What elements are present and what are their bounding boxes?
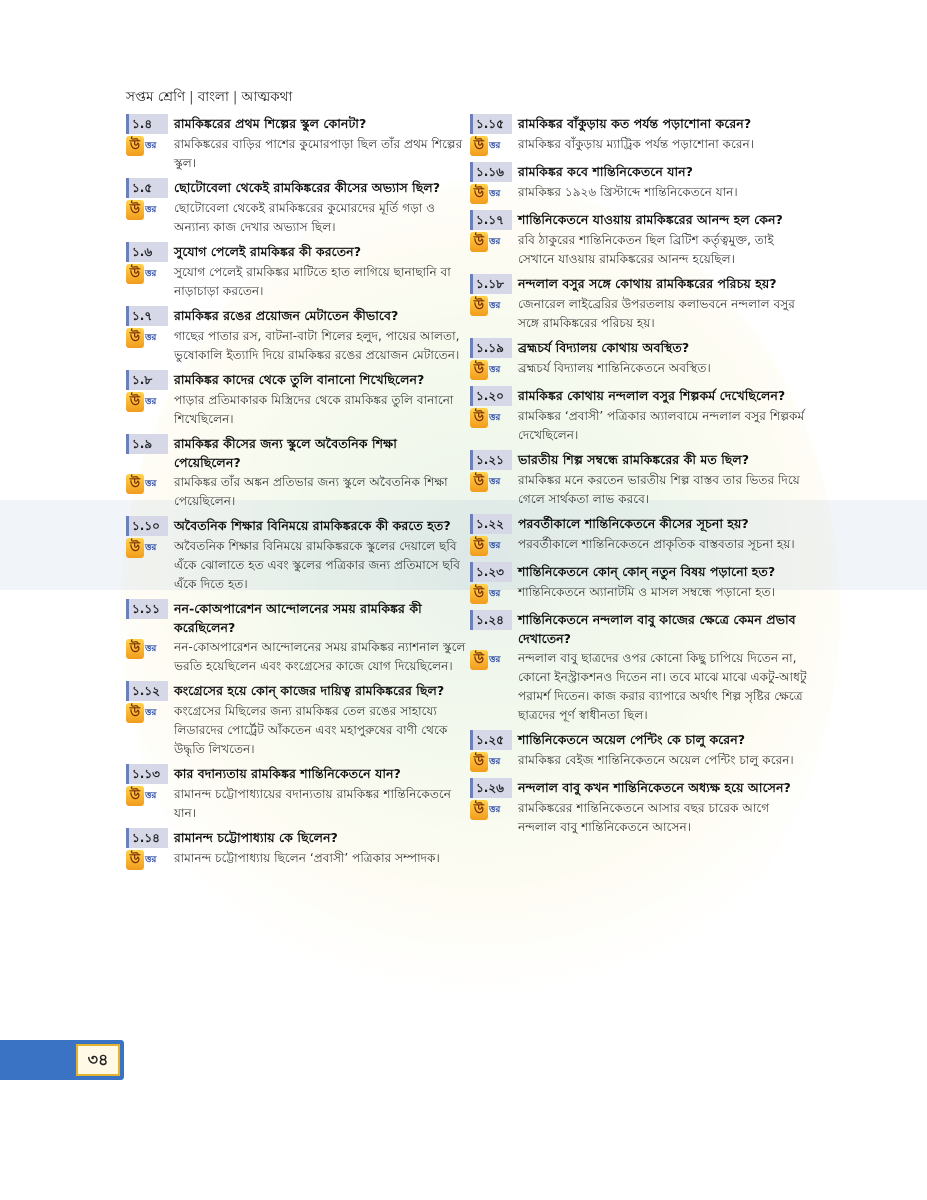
answer-icon-label: ত্তর	[145, 397, 157, 407]
answer-icon-label: ত্তর	[489, 655, 501, 665]
answer-text: নন-কোঅপারেশন আন্দোলনের সময় রামকিঙ্কর ন্যাশনাল স্কুলে ভরতি হয়েছিলেন এবং কংগ্রেসের কাজে যোগ দিয়েছিলেন।	[174, 640, 466, 673]
answer-text: কংগ্রেসের মিছিলের জন্য রামকিঙ্কর তেল রঙের সাহায্যে লিডারদের পোর্ট্রেট আঁকতেন এবং মহাপুরুষের বাণী থেকে উদ্ধৃতি লিখতেন।	[174, 704, 448, 756]
answer-icon-label: ত্তর	[145, 479, 157, 489]
answer-icon-label: ত্তর	[145, 205, 157, 215]
question	[126, 306, 466, 326]
answer	[126, 537, 466, 594]
answer-text: রামকিঙ্কর মনে করতেন ভারতীয় শিল্প বাস্তব তার ভিতর দিয়ে গেলে সার্থকতা লাভ করবে।	[518, 473, 800, 506]
question	[126, 764, 466, 784]
answer-text: পরবর্তীকালে শান্তিনিকেতনে প্রাকৃতিক বাস্তবতার সূচনা হয়।	[518, 537, 795, 551]
page-number-tab	[0, 1040, 124, 1080]
question-text: রামানন্দ চট্টোপাধ্যায় কে ছিলেন?	[174, 830, 338, 845]
question-number: ১.১৫	[470, 114, 512, 134]
answer-icon-letter: উ	[470, 536, 488, 556]
answer-icon-label: ত্তর	[489, 189, 501, 199]
qa-item	[470, 162, 810, 205]
qa-item	[470, 562, 810, 605]
question-text: নন-কোঅপারেশন আন্দোলনের সময় রামকিঙ্কর কী করেছিলেন?	[174, 601, 422, 635]
answer-icon	[470, 583, 512, 605]
question-number: ১.১৭	[470, 210, 512, 230]
answer	[470, 649, 810, 725]
answer-icon-label: ত্তর	[145, 269, 157, 279]
question-text: ছোটোবেলা থেকেই রামকিঙ্করের কীসের অভ্যাস ছিল?	[174, 180, 441, 195]
question-text: অবৈতনিক শিক্ষার বিনিময়ে রামকিঙ্করকে কী করতে হত?	[174, 518, 451, 533]
question	[470, 210, 810, 230]
question-number: ১.২০	[470, 386, 512, 406]
qa-item	[470, 274, 810, 333]
question	[126, 242, 466, 262]
answer-text: রামকিঙ্কর ‘প্রবাসী’ পত্রিকার অ্যালবামে নন্দলাল বসুর শিল্পকর্ম দেখেছিলেন।	[518, 409, 805, 442]
qa-item	[126, 114, 466, 173]
question-number: ১.১৬	[470, 162, 512, 182]
question	[470, 338, 810, 358]
answer-text: রামকিঙ্করের বাড়ির পাশের কুমোরপাড়া ছিল তাঁর প্রথম শিল্পের স্কুল।	[174, 137, 463, 170]
question-text: শান্তিনিকেতনে কোন্ কোন্ নতুন বিষয় পড়ানো হত?	[518, 564, 776, 579]
question-text: ভারতীয় শিল্প সম্বন্ধে রামকিঙ্করের কী মত ছিল?	[518, 452, 750, 467]
answer	[470, 183, 810, 205]
qa-item	[126, 434, 466, 511]
answer-icon-letter: উ	[126, 200, 144, 220]
answer-text: ব্রহ্মচর্য বিদ্যালয় শান্তিনিকেতনে অবস্থিত।	[518, 361, 711, 375]
answer-icon-letter: উ	[470, 184, 488, 204]
question-number: ১.৮	[126, 370, 168, 390]
answer-icon	[470, 183, 512, 205]
answer-icon	[470, 751, 512, 773]
question-number: ১.২৫	[470, 730, 512, 750]
answer	[470, 231, 810, 269]
question-number: ১.৯	[126, 434, 168, 454]
question	[126, 681, 466, 701]
question	[126, 178, 466, 198]
answer-text: রামকিঙ্কর বাঁকুড়ায় ম্যাট্রিক পর্যন্ত পড়াশোনা করেন।	[518, 137, 755, 151]
answer	[126, 785, 466, 823]
answer-text: জেনারেল লাইব্রেরির উপরতলায় কলাভবনে নন্দলাল বসুর সঙ্গে রামকিঙ্করের পরিচয় হয়।	[518, 297, 795, 330]
qa-item	[470, 386, 810, 445]
question	[470, 514, 810, 534]
qa-item	[126, 764, 466, 823]
answer	[126, 638, 466, 676]
answer-icon	[126, 391, 168, 413]
question-text: রামকিঙ্করের প্রথম শিল্পের স্কুল কোনটা?	[174, 116, 367, 131]
qa-item	[126, 242, 466, 301]
question-text: পরবর্তীকালে শান্তিনিকেতনে কীসের সূচনা হয়?	[518, 516, 749, 531]
answer-icon-letter: উ	[470, 752, 488, 772]
answer-icon-label: ত্তর	[145, 644, 157, 654]
answer-icon-letter: উ	[126, 786, 144, 806]
answer-text: রামকিঙ্কর তাঁর অঙ্কন প্রতিভার জন্য স্কুলে অবৈতনিক শিক্ষা পেয়েছিলেন।	[174, 475, 448, 508]
answer-icon-letter: উ	[126, 264, 144, 284]
question-text: ব্রহ্মচর্য বিদ্যালয় কোথায় অবস্থিত?	[518, 340, 690, 355]
answer-icon-label: ত্তর	[145, 333, 157, 343]
qa-item	[126, 306, 466, 365]
answer-icon	[126, 473, 168, 495]
answer-icon-label: ত্তর	[489, 589, 501, 599]
answer	[470, 751, 810, 773]
answer	[126, 199, 466, 237]
question	[470, 274, 810, 294]
question	[126, 434, 466, 472]
answer-icon	[126, 263, 168, 285]
answer-icon-label: ত্তর	[145, 855, 157, 865]
question-number: ১.৫	[126, 178, 168, 198]
question	[470, 730, 810, 750]
question	[470, 162, 810, 182]
question-text: রামকিঙ্কর কোথায় নন্দলাল বসুর শিল্পকর্ম দেখেছিলেন?	[518, 388, 786, 403]
qa-item	[126, 516, 466, 594]
answer-text: রামকিঙ্কর ১৯২৬ খ্রিস্টাব্দে শান্তিনিকেতনে যান।	[518, 185, 738, 199]
answer-icon-label: ত্তর	[145, 543, 157, 553]
answer-icon	[126, 702, 168, 724]
question-number: ১.১৪	[126, 828, 168, 848]
question-text: রামকিঙ্কর বাঁকুড়ায় কত পর্যন্ত পড়াশোনা করেন?	[518, 116, 752, 131]
answer-icon-label: ত্তর	[145, 791, 157, 801]
question-number: ১.১১	[126, 599, 168, 619]
answer-icon-letter: উ	[470, 136, 488, 156]
page-number: ৩৪	[76, 1044, 120, 1076]
answer-icon-label: ত্তর	[489, 805, 501, 815]
qa-item	[470, 730, 810, 773]
answer-text: রবি ঠাকুরের শান্তিনিকেতন ছিল ব্রিটিশ কর্তৃত্বমুক্ত, তাই সেখানে যাওয়ায় রামকিঙ্করের আনন্দ হয়েছিল।	[518, 233, 774, 266]
answer-icon-letter: উ	[470, 232, 488, 252]
question	[470, 114, 810, 134]
question-number: ১.৪	[126, 114, 168, 134]
answer-icon-letter: উ	[470, 584, 488, 604]
question	[470, 450, 810, 470]
answer-icon-label: ত্তর	[489, 413, 501, 423]
answer-icon-letter: উ	[470, 800, 488, 820]
answer	[126, 135, 466, 173]
question-number: ১.২১	[470, 450, 512, 470]
answer	[126, 473, 466, 511]
answer-text: রামকিঙ্কর বেইজ শান্তিনিকেতনে অয়েল পেন্টিং চালু করেন।	[518, 753, 794, 767]
answer-icon-letter: উ	[470, 408, 488, 428]
question-text: রামকিঙ্কর রঙের প্রয়োজন মেটাতেন কীভাবে?	[174, 308, 399, 323]
qa-item	[470, 514, 810, 557]
answer-icon	[470, 135, 512, 157]
qa-item	[126, 370, 466, 429]
question	[126, 114, 466, 134]
answer	[126, 263, 466, 301]
answer	[470, 295, 810, 333]
qa-item	[470, 114, 810, 157]
answer-icon-letter: উ	[126, 850, 144, 870]
answer-icon	[126, 849, 168, 871]
answer-icon	[470, 295, 512, 317]
left-column	[126, 114, 466, 876]
answer-icon	[470, 535, 512, 557]
answer-icon	[126, 638, 168, 660]
answer-icon-letter: উ	[126, 639, 144, 659]
answer-text: গাছের পাতার রস, বাটনা-বাটা শিলের হলুদ, পায়ের আলতা, ভুষোকালি ইত্যাদি দিয়ে রামকিঙ্কর রঙের প্রয়োজন মেটাতেন।	[174, 329, 460, 362]
question-number: ১.১২	[126, 681, 168, 701]
answer	[470, 407, 810, 445]
answer-text: পাড়ার প্রতিমাকারক মিস্ত্রিদের থেকে রামকিঙ্কর তুলি বানানো শিখেছিলেন।	[174, 393, 454, 426]
answer-icon-label: ত্তর	[145, 708, 157, 718]
answer-icon-letter: উ	[126, 474, 144, 494]
answer-text: রামকিঙ্করের শান্তিনিকেতনে আসার বছর চারেক আগে নন্দলাল বাবু শান্তিনিকেতনে আসেন।	[518, 801, 770, 834]
question-number: ১.১৯	[470, 338, 512, 358]
answer-icon	[470, 649, 512, 671]
qa-item	[470, 338, 810, 381]
question-number: ১.১৩	[126, 764, 168, 784]
question	[470, 778, 810, 798]
question	[470, 386, 810, 406]
qa-item	[126, 828, 466, 871]
question	[470, 562, 810, 582]
answer-icon	[470, 471, 512, 493]
answer-text: অবৈতনিক শিক্ষার বিনিময়ে রামকিঙ্করকে স্কুলের দেয়ালে ছবি এঁকে ঝোলাতে হত এবং স্কুলের পত্রিকার জন্য প্রতিমাসে ছবি এঁকে দিতে হত।	[174, 539, 460, 591]
header-separator: |	[232, 89, 238, 105]
qa-item	[470, 450, 810, 509]
header-class: সপ্তম শ্রেণি	[126, 89, 186, 105]
question-number: ১.১০	[126, 516, 168, 536]
answer	[470, 583, 810, 605]
question-number: ১.২৬	[470, 778, 512, 798]
answer-icon-letter: উ	[126, 703, 144, 723]
question-number: ১.৬	[126, 242, 168, 262]
answer-text: ছোটোবেলা থেকেই রামকিঙ্করের কুমোরদের মূর্তি গড়া ও অন্যান্য কাজ দেখার অভ্যাস ছিল।	[174, 201, 436, 234]
answer-icon	[126, 537, 168, 559]
qa-item	[126, 681, 466, 759]
question-text: রামকিঙ্কর কাদের থেকে তুলি বানানো শিখেছিলেন?	[174, 372, 425, 387]
question	[126, 828, 466, 848]
question-number: ১.২৪	[470, 610, 512, 630]
answer-icon-label: ত্তর	[489, 365, 501, 375]
question-number: ১.১৮	[470, 274, 512, 294]
question-text: শান্তিনিকেতনে অয়েল পেন্টিং কে চালু করেন?	[518, 732, 746, 747]
answer-icon-label: ত্তর	[489, 301, 501, 311]
qa-item	[126, 599, 466, 676]
answer-icon-label: ত্তর	[489, 757, 501, 767]
answer-icon-letter: উ	[126, 328, 144, 348]
question	[470, 610, 810, 648]
right-column	[470, 114, 810, 842]
answer-icon	[126, 785, 168, 807]
question-text: রামকিঙ্কর কীসের জন্য স্কুলে অবৈতনিক শিক্ষা পেয়েছিলেন?	[174, 436, 397, 470]
answer	[470, 471, 810, 509]
answer	[470, 135, 810, 157]
question-number: ১.২৩	[470, 562, 512, 582]
header-chapter: আত্মকথা	[241, 89, 293, 105]
answer-icon-letter: উ	[470, 296, 488, 316]
answer-icon-letter: উ	[470, 360, 488, 380]
answer-text: রামানন্দ চট্টোপাধ্যায় ছিলেন ‘প্রবাসী’ পত্রিকার সম্পাদক।	[174, 851, 440, 865]
question-number: ১.৭	[126, 306, 168, 326]
answer-text: নন্দলাল বাবু ছাত্রদের ওপর কোনো কিছু চাপিয়ে দিতেন না, কোনো ইনস্ট্রাকশনও দিতেন না। তবে মাঝে মাঝে একটু-আধটু পরামর্শ দিতেন। কাজ করার ব্যাপারে অর্থাৎ শিল্প সৃষ্টির ক্ষেত্রে ছাত্রদের পূর্ণ স্বাধীনতা ছিল।	[518, 651, 807, 722]
answer	[126, 702, 466, 759]
qa-item	[470, 778, 810, 837]
qa-item	[126, 178, 466, 237]
header-separator: |	[189, 89, 194, 105]
question-text: নন্দলাল বাবু কখন শান্তিনিকেতনে অধ্যক্ষ হয়ে আসেন?	[518, 780, 791, 795]
answer	[126, 849, 466, 871]
question-text: সুযোগ পেলেই রামকিঙ্কর কী করতেন?	[174, 244, 362, 259]
answer	[126, 327, 466, 365]
answer-text: রামানন্দ চট্টোপাধ্যায়ের বদান্যতায় রামকিঙ্কর শান্তিনিকেতনে যান।	[174, 787, 451, 820]
qa-item	[470, 610, 810, 725]
header-subject: বাংলা	[197, 89, 229, 105]
answer-icon	[126, 199, 168, 221]
answer-text: শান্তিনিকেতনে অ্যানাটমি ও মাসল সম্বন্ধে পড়ানো হত।	[518, 585, 776, 599]
answer-icon	[126, 135, 168, 157]
qa-item	[470, 210, 810, 269]
page-header	[126, 86, 292, 109]
answer-icon-label: ত্তর	[489, 237, 501, 247]
question-text: কার বদান্যতায় রামকিঙ্কর শান্তিনিকেতনে যান?	[174, 766, 401, 781]
question-text: কংগ্রেসের হয়ে কোন্ কাজের দায়িত্ব রামকিঙ্করের ছিল?	[174, 683, 445, 698]
answer-icon	[470, 231, 512, 253]
answer-icon	[126, 327, 168, 349]
answer-icon-label: ত্তর	[489, 541, 501, 551]
answer-icon-letter: উ	[126, 136, 144, 156]
answer-icon-letter: উ	[470, 472, 488, 492]
answer-icon	[470, 407, 512, 429]
answer-icon-letter: উ	[470, 650, 488, 670]
answer	[126, 391, 466, 429]
question-number: ১.২২	[470, 514, 512, 534]
answer	[470, 799, 810, 837]
answer-icon-label: ত্তর	[489, 141, 501, 151]
question-text: রামকিঙ্কর কবে শান্তিনিকেতনে যান?	[518, 164, 693, 179]
answer-icon	[470, 799, 512, 821]
answer	[470, 535, 810, 557]
answer-icon-letter: উ	[126, 392, 144, 412]
question-text: নন্দলাল বসুর সঙ্গে কোথায় রামকিঙ্করের পরিচয় হয়?	[518, 276, 777, 291]
answer-icon	[470, 359, 512, 381]
question	[126, 370, 466, 390]
answer-icon-label: ত্তর	[145, 141, 157, 151]
answer	[470, 359, 810, 381]
answer-icon-letter: উ	[126, 538, 144, 558]
answer-icon-label: ত্তর	[489, 477, 501, 487]
question	[126, 599, 466, 637]
question	[126, 516, 466, 536]
question-text: শান্তিনিকেতনে যাওয়ায় রামকিঙ্করের আনন্দ হল কেন?	[518, 212, 783, 227]
question-text: শান্তিনিকেতনে নন্দলাল বাবু কাজের ক্ষেত্রে কেমন প্রভাব দেখাতেন?	[518, 612, 796, 646]
answer-text: সুযোগ পেলেই রামকিঙ্কর মাটিতে হাত লাগিয়ে ছানাছানি বা নাড়াচাড়া করতেন।	[174, 265, 451, 298]
